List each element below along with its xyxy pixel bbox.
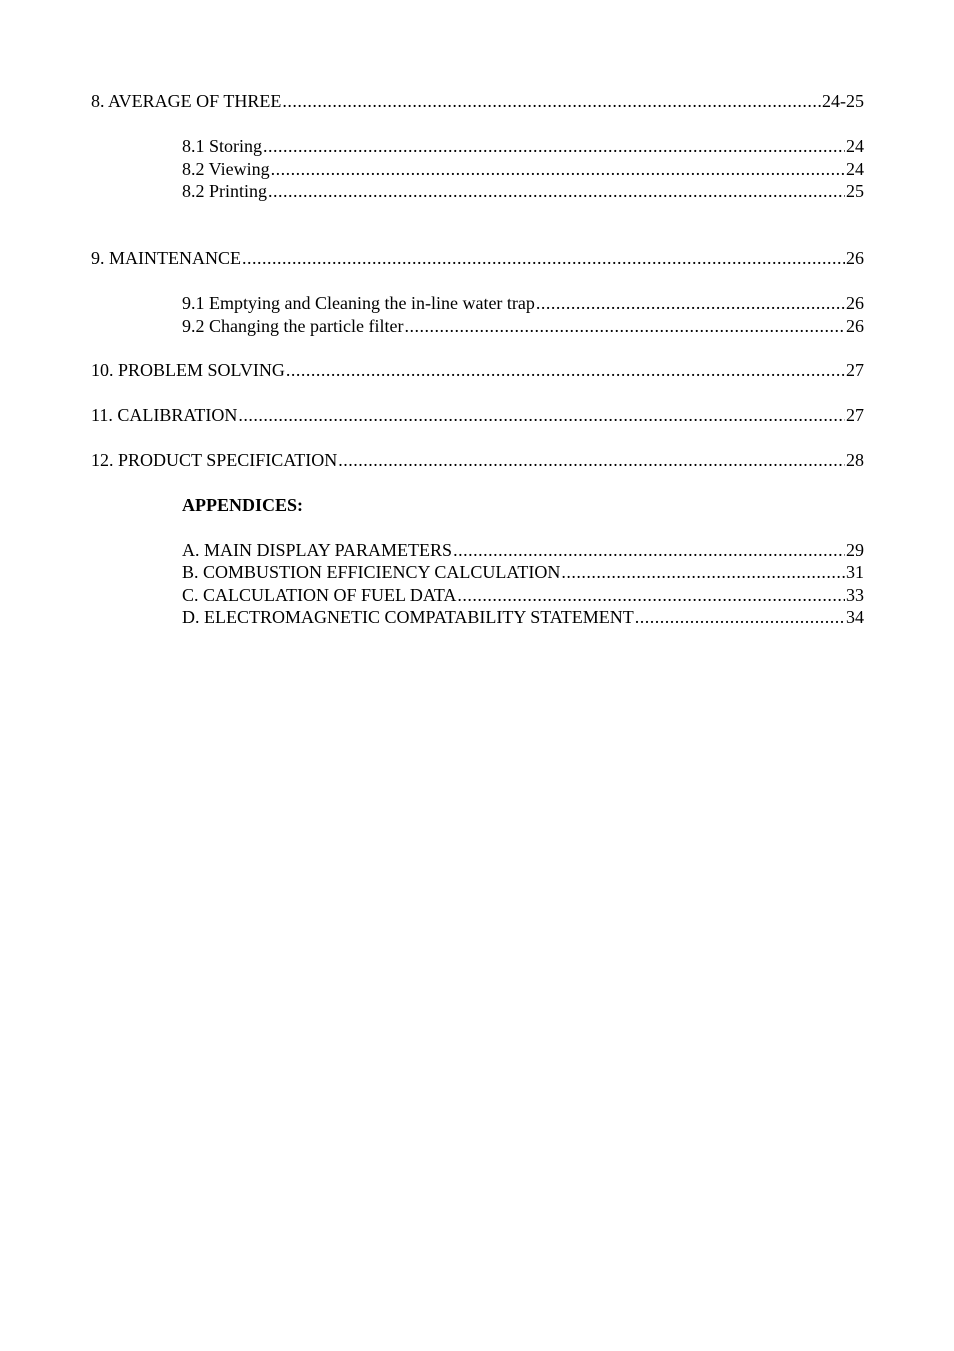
toc-entry-page: 33 — [846, 585, 864, 605]
dot-leader — [282, 90, 821, 112]
toc-entry-label: D. ELECTROMAGNETIC COMPATABILITY STATEMENT — [182, 607, 634, 627]
toc-entry-label: A. MAIN DISPLAY PARAMETERS — [182, 540, 453, 560]
toc-entry-label: 9.2 Changing the particle filter — [182, 316, 404, 336]
toc-entry-printing[interactable] — [182, 180, 864, 202]
toc-entry-label: B. COMBUSTION EFFICIENCY CALCULATION — [182, 562, 561, 582]
dot-leader — [268, 180, 845, 202]
toc-entry-appendix-b[interactable] — [182, 561, 864, 583]
toc-entry-viewing[interactable] — [182, 158, 864, 180]
toc-entry-appendix-d[interactable] — [182, 606, 864, 628]
toc-entry-label: 8.1 Storing — [182, 136, 263, 156]
toc-entry-maintenance[interactable] — [91, 247, 864, 269]
toc-entry-appendix-a[interactable] — [182, 539, 864, 561]
toc-entry-appendix-c[interactable] — [182, 584, 864, 606]
toc-entry-label: 11. CALIBRATION — [91, 405, 238, 425]
dot-leader — [561, 561, 845, 583]
toc-entry-label: 8.2 Printing — [182, 181, 268, 201]
toc-entry-average-of-three[interactable] — [91, 90, 864, 112]
toc-entry-page: 24-25 — [822, 91, 864, 111]
dot-leader — [338, 449, 845, 471]
toc-entry-label: 10. PROBLEM SOLVING — [91, 360, 285, 380]
toc-entry-label: 8.2 Viewing — [182, 159, 270, 179]
toc-entry-page: 26 — [846, 316, 864, 336]
dot-leader — [286, 359, 845, 381]
toc-entry-water-trap[interactable] — [182, 292, 864, 314]
dot-leader — [242, 247, 845, 269]
dot-leader — [635, 606, 845, 628]
toc-entry-page: 26 — [846, 293, 864, 313]
dot-leader — [271, 158, 845, 180]
toc-entry-page: 24 — [846, 136, 864, 156]
toc-entry-label: 9. MAINTENANCE — [91, 248, 241, 268]
dot-leader — [457, 584, 845, 606]
dot-leader — [453, 539, 845, 561]
toc-entry-page: 27 — [846, 360, 864, 380]
toc-entry-label: 12. PRODUCT SPECIFICATION — [91, 450, 338, 470]
toc-entry-label: C. CALCULATION OF FUEL DATA — [182, 585, 457, 605]
toc-entry-page: 28 — [846, 450, 864, 470]
dot-leader — [536, 292, 845, 314]
dot-leader — [238, 404, 845, 426]
toc-entry-problem-solving[interactable] — [91, 359, 864, 381]
toc-entry-page: 31 — [846, 562, 864, 582]
dot-leader — [263, 135, 845, 157]
toc-entry-particle-filter[interactable] — [182, 315, 864, 337]
toc-entry-calibration[interactable] — [91, 404, 864, 426]
appendices-heading: APPENDICES: — [182, 495, 304, 515]
toc-entry-page: 25 — [846, 181, 864, 201]
toc-entry-product-specification[interactable] — [91, 449, 864, 471]
toc-entry-storing[interactable] — [182, 135, 864, 157]
toc-entry-label: 9.1 Emptying and Cleaning the in-line water trap — [182, 293, 535, 313]
dot-leader — [404, 315, 845, 337]
toc-entry-page: 34 — [846, 607, 864, 627]
toc-entry-page: 27 — [846, 405, 864, 425]
toc-entry-page: 24 — [846, 159, 864, 179]
toc-entry-page: 26 — [846, 248, 864, 268]
toc-entry-label: 8. AVERAGE OF THREE — [91, 91, 282, 111]
toc-entry-page: 29 — [846, 540, 864, 560]
